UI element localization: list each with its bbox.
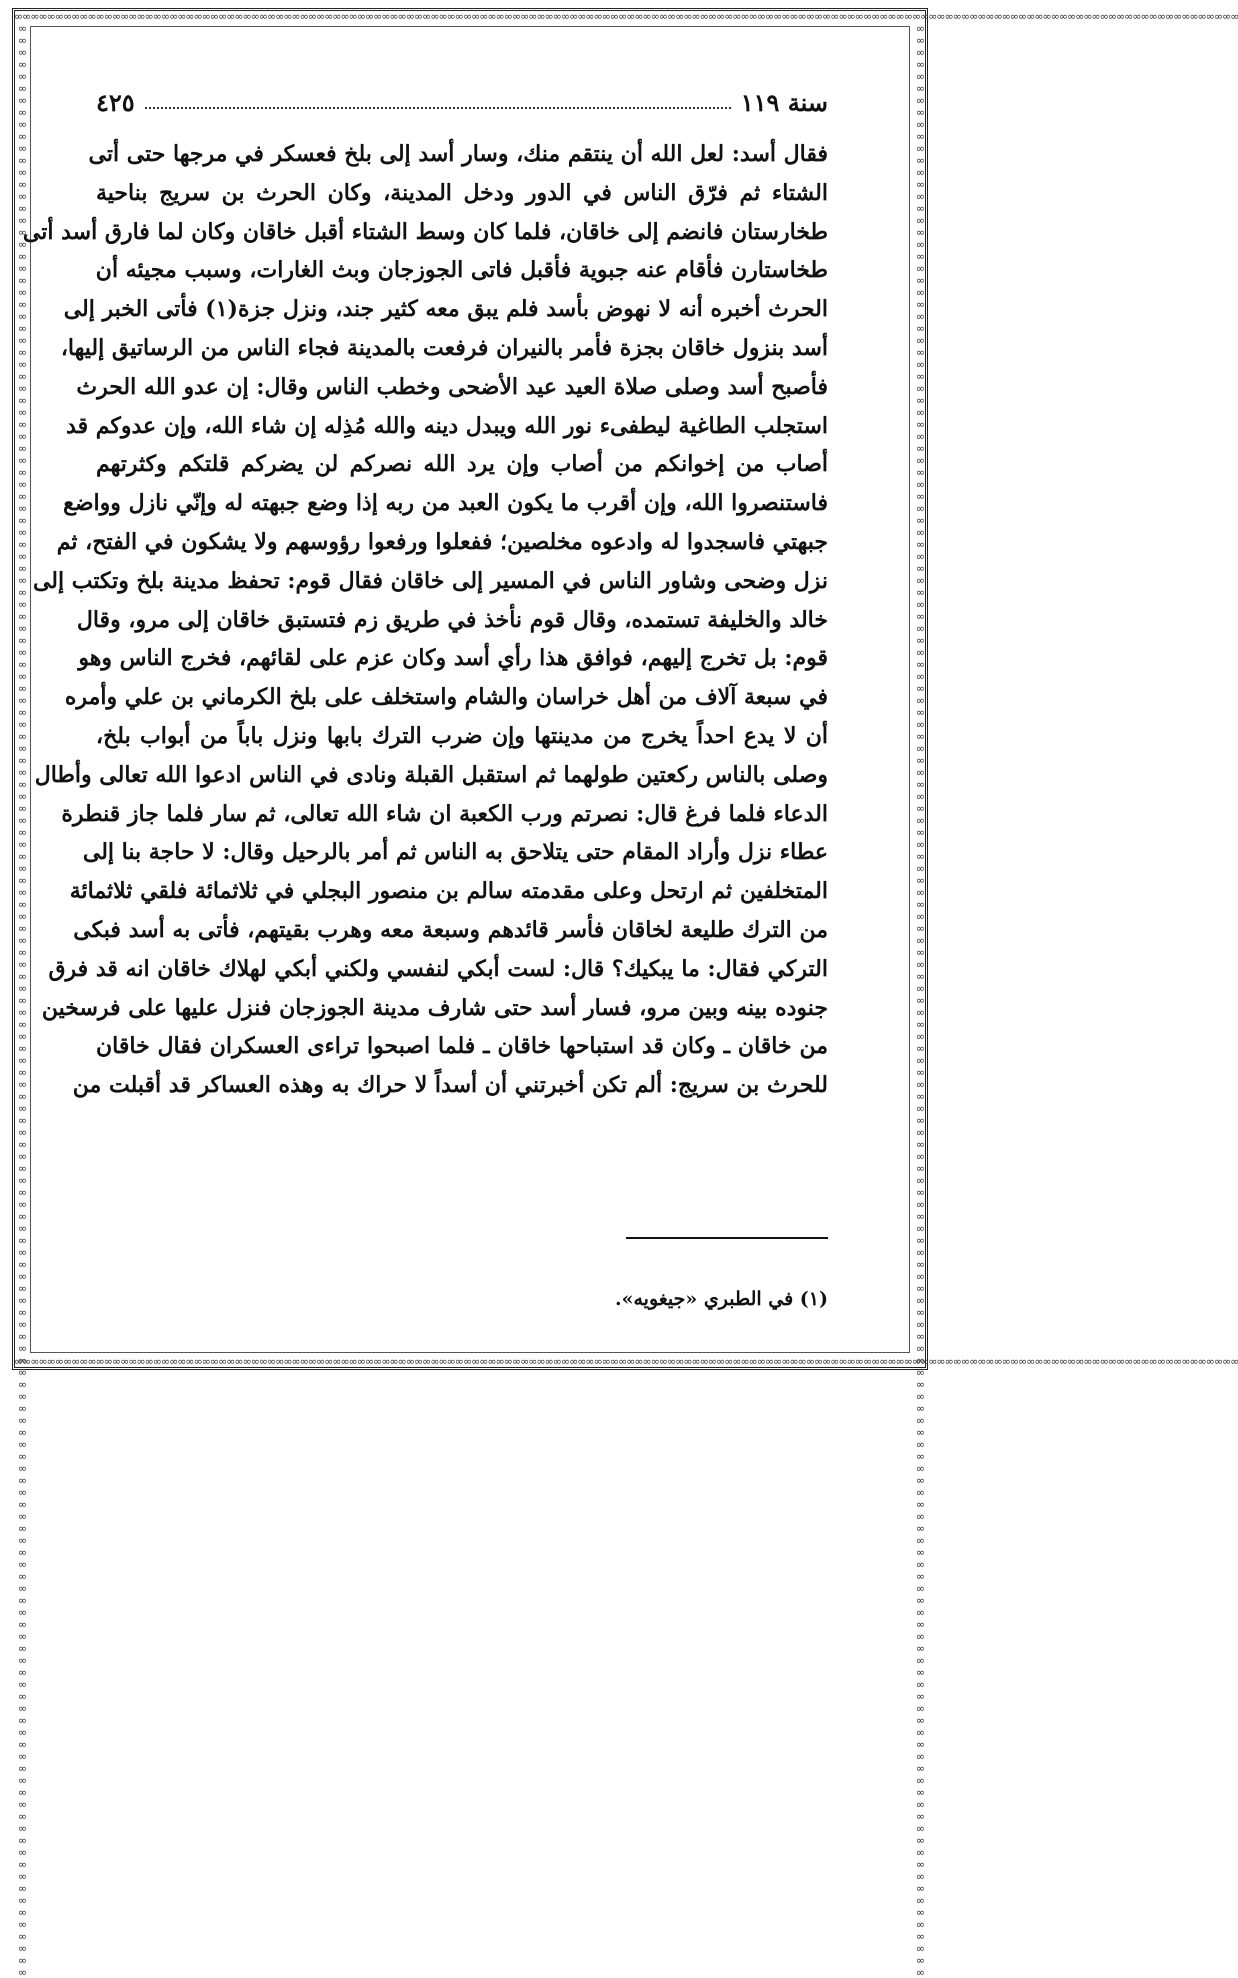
- text-line: الشتاء ثم فرّق الناس في الدور ودخل المدينة، وكان الحرث بن سريج بناحية: [96, 179, 828, 206]
- text-line: قوم: بل تخرج إليهم، فوافق هذا رأي أسد وكان عزم على لقائهم، فخرج الناس وهو: [78, 645, 828, 672]
- header-dotted-leader: [145, 107, 731, 109]
- header-year: سنة ١١٩: [740, 87, 828, 117]
- text-line: الحرث أخبره أنه لا نهوض بأسد فلم يبق معه كثير جند، ونزل جزة(١) فأتى الخبر إلى: [63, 296, 828, 323]
- inner-rule-top: [30, 26, 910, 27]
- text-line: أن لا يدع احداً يخرج من مدينتها وإن ضرب الترك بابها ونزل باباً من أبواب بلخ،: [96, 722, 828, 749]
- inner-rule-right: [909, 26, 910, 1352]
- text-line: جبهتي فاسجدوا له وادعوه مخلصين؛ ففعلوا ورفعوا رؤوسهم ولا يشكون في الفتح، ثم: [56, 528, 828, 555]
- text-line: من الترك طليعة لخاقان فأسر قائدهم وسبعة معه وهرب بقيتهم، فأتى به أسد فبكى: [73, 916, 828, 943]
- inner-rule-bottom: [30, 1352, 910, 1353]
- text-line: فقال أسد: لعل الله أن ينتقم منك، وسار أسد إلى بلخ فعسكر في مرجها حتى أتى: [88, 141, 828, 167]
- text-line: أسد بنزول خاقان بجزة فأمر بالنيران فرفعت بالمدينة فجاء الناس من الرساتيق إليها،: [60, 334, 828, 361]
- text-line: نزل وضحى وشاور الناس في المسير إلى خاقان فقال قوم: تحفظ مدينة بلخ وتكتب إلى: [32, 567, 828, 594]
- main-text: [22, 135, 828, 1105]
- running-header: [96, 82, 828, 122]
- text-line: خالد والخليفة تستمده، وقال قوم نأخذ في طريق زم فتستبق خاقان إلى مرو، وقال: [76, 606, 828, 633]
- text-line: طخارستان فانضم إلى خاقان، فلما كان وسط الشتاء أقبل خاقان وكان لما فارق أسد أتى: [22, 218, 828, 245]
- text-line: فأصبح أسد وصلى صلاة العيد عيد الأضحى وخطب الناس وقال: إن عدو الله الحرث: [76, 373, 828, 400]
- text-line: في سبعة آلاف من أهل خراسان والشام واستخلف على بلخ الكرماني بن علي وأمره: [64, 684, 828, 711]
- ornamental-border-left: ∞∞∞∞∞∞∞∞∞∞∞∞∞∞∞∞∞∞∞∞∞∞∞∞∞∞∞∞∞∞∞∞∞∞∞∞∞∞∞∞∞∞∞∞∞∞∞∞∞∞∞∞∞∞∞∞∞∞∞∞∞∞∞∞∞∞∞∞∞∞∞∞∞∞∞∞∞∞∞∞∞∞∞∞∞∞∞∞∞∞∞∞∞∞∞∞∞∞∞∞∞∞∞∞∞∞∞∞∞∞∞∞∞∞∞∞∞∞∞∞∞∞∞∞∞∞∞∞∞∞∞∞∞∞∞∞∞∞∞∞∞∞∞∞∞∞∞∞∞∞∞∞∞∞∞∞∞∞∞∞∞∞∞: [16, 22, 29, 1978]
- text-line: طخاستارن فأقام عنه جبوية فأقبل فاتى الجوزجان وبث الغارات، وسبب مجيئه أن: [95, 257, 828, 284]
- footnote: (١) في الطبري «جيغويه».: [614, 1288, 828, 1310]
- ornamental-border-right: ∞∞∞∞∞∞∞∞∞∞∞∞∞∞∞∞∞∞∞∞∞∞∞∞∞∞∞∞∞∞∞∞∞∞∞∞∞∞∞∞∞∞∞∞∞∞∞∞∞∞∞∞∞∞∞∞∞∞∞∞∞∞∞∞∞∞∞∞∞∞∞∞∞∞∞∞∞∞∞∞∞∞∞∞∞∞∞∞∞∞∞∞∞∞∞∞∞∞∞∞∞∞∞∞∞∞∞∞∞∞∞∞∞∞∞∞∞∞∞∞∞∞∞∞∞∞∞∞∞∞∞∞∞∞∞∞∞∞∞∞∞∞∞∞∞∞∞∞∞∞∞∞∞∞∞∞∞∞∞∞∞∞∞: [914, 22, 927, 1978]
- text-line: عطاء نزل وأراد المقام حتى يتلاحق به الناس ثم أمر بالرحيل وقال: لا حاجة بنا إلى: [82, 839, 828, 866]
- text-line: الدعاء فلما فرغ قال: نصرتم ورب الكعبة ان شاء الله تعالى، ثم سار فلما جاز قنطرة: [61, 800, 828, 827]
- text-line: فاستنصروا الله، وإن أقرب ما يكون العبد من ربه إذا وضع جبهته له وإنّي نازل وواضع: [63, 490, 828, 517]
- text-line: التركي فقال: ما يبكيك؟ قال: لست أبكي لنفسي ولكني أبكي لهلاك خاقان انه قد فرق: [48, 955, 828, 982]
- text-line: استجلب الطاغية ليطفىء نور الله ويبدل دينه والله مُذِله إن شاء الله، وإن عدوكم قد: [66, 412, 828, 439]
- text-line: وصلى بالناس ركعتين طولهما ثم استقبل القبلة ونادى في الناس ادعوا الله تعالى وأطال: [34, 761, 828, 788]
- page-number: ٤٢٥: [96, 87, 135, 117]
- footnote-separator: [626, 1237, 828, 1239]
- text-line: من خاقان ـ وكان قد استباحها خاقان ـ فلما اصبحوا تراءى العسكران فقال خاقان: [96, 1033, 828, 1060]
- text-line: المتخلفين ثم ارتحل وعلى مقدمته سالم بن منصور البجلي في ثلاثمائة فلقي ثلاثمائة: [69, 878, 828, 905]
- text-line: للحرث بن سريج: ألم تكن أخبرتني أن أسداً لا حراك به وهذه العساكر قد أقبلت من: [72, 1072, 828, 1099]
- ornamental-border-top: ∞∞∞∞∞∞∞∞∞∞∞∞∞∞∞∞∞∞∞∞∞∞∞∞∞∞∞∞∞∞∞∞∞∞∞∞∞∞∞∞∞∞∞∞∞∞∞∞∞∞∞∞∞∞∞∞∞∞∞∞∞∞∞∞∞∞∞∞∞∞∞∞∞∞∞∞∞∞∞∞∞∞∞∞∞∞∞∞∞∞∞∞∞∞∞∞∞∞∞∞∞∞∞∞∞∞∞∞∞∞∞∞∞∞∞∞∞∞∞∞∞∞∞∞∞∞∞∞∞∞∞∞∞∞∞∞∞∞∞∞∞∞∞∞∞∞∞∞∞∞: [14, 10, 1238, 23]
- ornamental-border-bottom: ∞∞∞∞∞∞∞∞∞∞∞∞∞∞∞∞∞∞∞∞∞∞∞∞∞∞∞∞∞∞∞∞∞∞∞∞∞∞∞∞∞∞∞∞∞∞∞∞∞∞∞∞∞∞∞∞∞∞∞∞∞∞∞∞∞∞∞∞∞∞∞∞∞∞∞∞∞∞∞∞∞∞∞∞∞∞∞∞∞∞∞∞∞∞∞∞∞∞∞∞∞∞∞∞∞∞∞∞∞∞∞∞∞∞∞∞∞∞∞∞∞∞∞∞∞∞∞∞∞∞∞∞∞∞∞∞∞∞∞∞∞∞∞∞∞∞∞∞∞∞: [14, 1355, 1238, 1368]
- text-line: أصاب من إخوانكم من أصاب وإن يرد الله نصركم لن يضركم قلتكم وكثرتهم: [96, 451, 828, 478]
- text-line: جنوده بينه وبين مرو، فسار أسد حتى شارف مدينة الجوزجان فنزل عليها على فرسخين: [41, 994, 828, 1021]
